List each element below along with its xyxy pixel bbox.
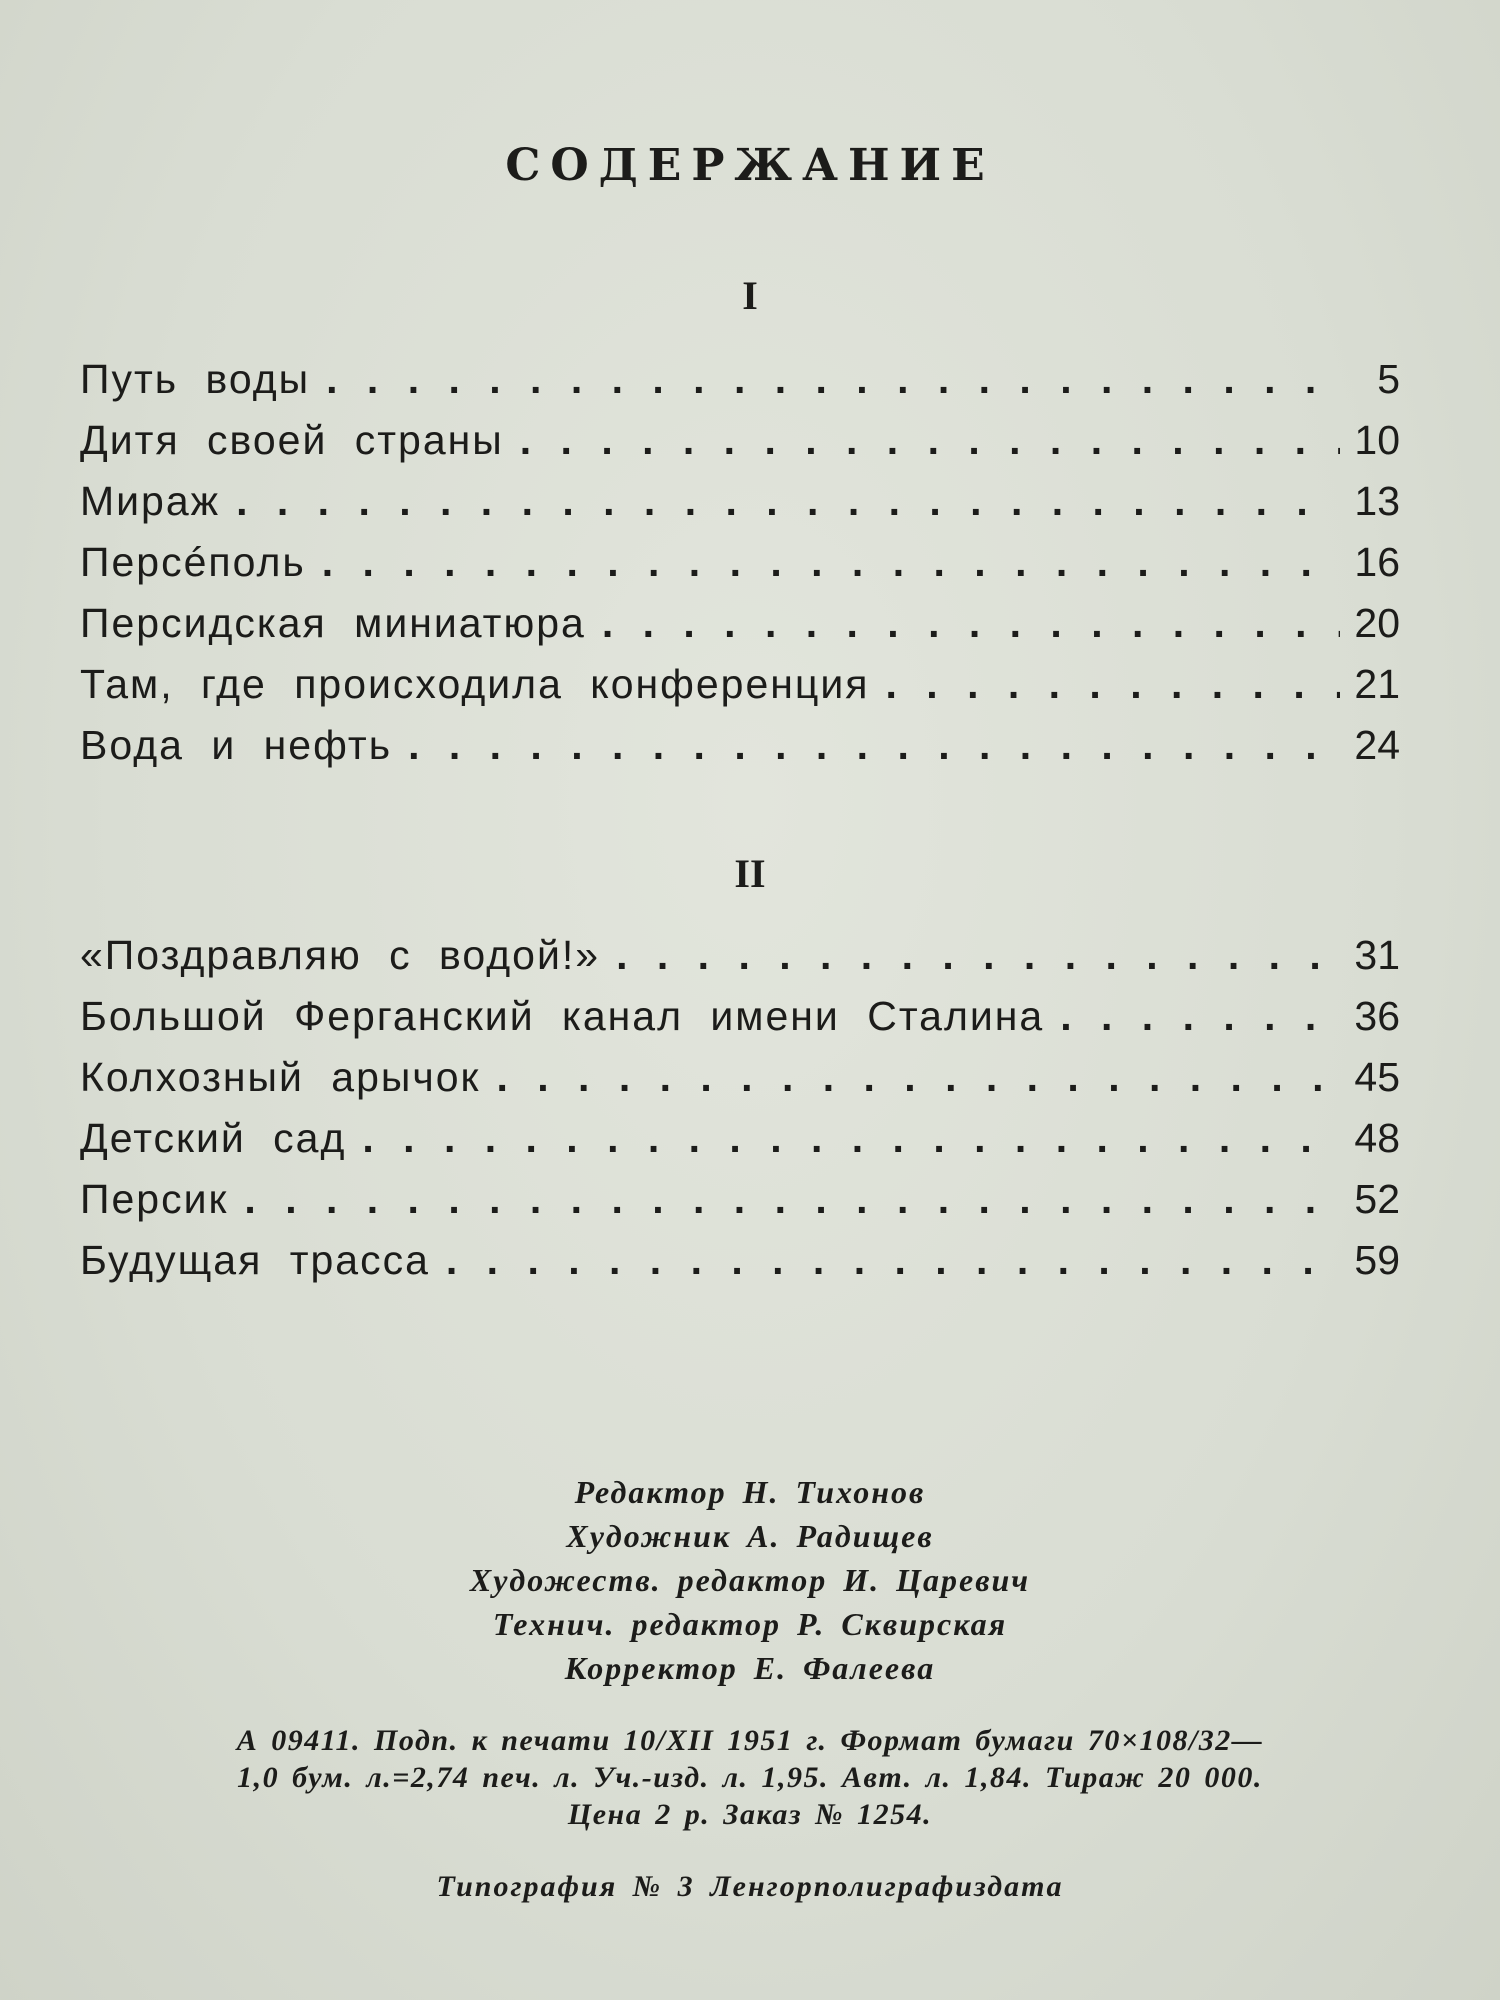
toc-entry bbox=[80, 417, 1400, 478]
imprint-line: А 09411. Подп. к печати 10/XII 1951 г. Формат бумаги 70×108/32— bbox=[236, 1724, 1264, 1757]
toc-entry-title: «Поздравляю с водой!» bbox=[80, 932, 601, 978]
toc-entry-page: 36 bbox=[1354, 993, 1400, 1039]
toc-entry bbox=[80, 478, 1400, 539]
imprint-line: Цена 2 р. Заказ № 1254. bbox=[567, 1798, 933, 1831]
dot-leader bbox=[236, 478, 1340, 525]
page-title: СОДЕРЖАНИЕ bbox=[505, 140, 995, 191]
toc-entry bbox=[80, 600, 1400, 661]
dot-leader bbox=[362, 1115, 1340, 1162]
toc-entry-page: 24 bbox=[1354, 722, 1400, 768]
toc-entry bbox=[80, 1054, 1400, 1115]
dot-leader bbox=[886, 661, 1340, 708]
dot-leader bbox=[244, 1176, 1340, 1223]
toc-entry-title: Персéполь bbox=[80, 539, 306, 585]
credit-proofreader: Корректор Е. Фалеева bbox=[564, 1650, 936, 1686]
credit-editor: Редактор Н. Тихонов bbox=[574, 1474, 926, 1510]
toc-entry-title: Колхозный арычок bbox=[80, 1054, 481, 1100]
dot-leader bbox=[1060, 993, 1340, 1040]
dot-leader bbox=[326, 356, 1340, 403]
toc-entry-title: Путь воды bbox=[80, 356, 311, 402]
toc-entry-title: Большой Ферганский канал имени Сталина bbox=[80, 993, 1045, 1039]
toc-entry bbox=[80, 539, 1400, 600]
toc-entry-page: 21 bbox=[1354, 661, 1400, 707]
toc-entry bbox=[80, 722, 1400, 783]
toc-entry-title: Детский сад bbox=[80, 1115, 347, 1161]
toc-entry bbox=[80, 1237, 1400, 1298]
dot-leader bbox=[520, 417, 1340, 464]
toc-entry-title: Дитя своей страны bbox=[80, 417, 504, 463]
toc-section-2 bbox=[80, 932, 1400, 1298]
imprint-block bbox=[100, 1722, 1400, 1833]
imprint-line: 1,0 бум. л.=2,74 печ. л. Уч.-изд. л. 1,95. Авт. л. 1,84. Тираж 20 000. bbox=[237, 1761, 1263, 1794]
section-numeral-2: II bbox=[734, 851, 766, 896]
section-numeral-1: I bbox=[742, 273, 758, 318]
toc-entry-page: 59 bbox=[1354, 1237, 1400, 1283]
dot-leader bbox=[616, 932, 1340, 979]
toc-section-1 bbox=[80, 356, 1400, 783]
credit-technical-editor: Технич. редактор Р. Сквирская bbox=[492, 1606, 1008, 1642]
toc-entry-title: Персидская миниатюра bbox=[80, 600, 586, 646]
toc-entry-page: 52 bbox=[1354, 1176, 1400, 1222]
toc-entry-page: 16 bbox=[1354, 539, 1400, 585]
toc-entry bbox=[80, 1176, 1400, 1237]
toc-entry bbox=[80, 993, 1400, 1054]
credits-block bbox=[0, 1470, 1500, 1690]
toc-entry-title: Вода и нефть bbox=[80, 722, 393, 768]
dot-leader bbox=[322, 539, 1340, 586]
toc-entry-title: Персик bbox=[80, 1176, 229, 1222]
toc-entry-title: Будущая трасса bbox=[80, 1237, 430, 1283]
credit-art-editor: Художеств. редактор И. Царевич bbox=[469, 1562, 1031, 1598]
dot-leader bbox=[496, 1054, 1340, 1101]
credit-artist: Художник А. Радищев bbox=[566, 1518, 934, 1554]
dot-leader bbox=[446, 1237, 1340, 1284]
toc-entry bbox=[80, 932, 1400, 993]
toc-entry bbox=[80, 1115, 1400, 1176]
toc-entry-title: Мираж bbox=[80, 478, 221, 524]
toc-entry-page: 13 bbox=[1354, 478, 1400, 524]
toc-entry-page: 5 bbox=[1377, 356, 1400, 402]
toc-entry bbox=[80, 356, 1400, 417]
toc-entry-page: 45 bbox=[1354, 1054, 1400, 1100]
toc-entry bbox=[80, 661, 1400, 722]
toc-entry-page: 20 bbox=[1354, 600, 1400, 646]
dot-leader bbox=[408, 722, 1340, 769]
toc-entry-page: 10 bbox=[1354, 417, 1400, 463]
printer-line: Типография № 3 Ленгорполиграфиздата bbox=[436, 1870, 1064, 1903]
dot-leader bbox=[602, 600, 1340, 647]
toc-entry-title: Там, где происходила конференция bbox=[80, 661, 870, 707]
toc-entry-page: 48 bbox=[1354, 1115, 1400, 1161]
toc-entry-page: 31 bbox=[1354, 932, 1400, 978]
